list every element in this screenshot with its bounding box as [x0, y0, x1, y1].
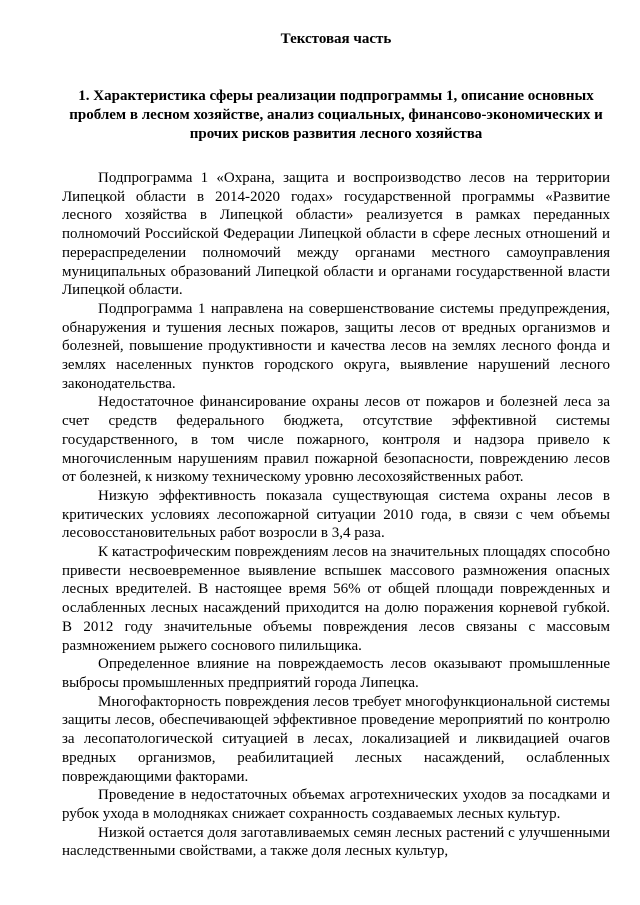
body-paragraph: Низкой остается доля заготавливаемых семян лесных растений с улучшенными наследственными свойствами, а также доля лесных культур, [62, 824, 610, 860]
body-paragraph: К катастрофическим повреждениям лесов на значительных площадях способно привести несвоевременное выявление вспышек массового размножения опасных лесных вредителей. В настоящее время 56% от общей площади поврежденных и ослабленных лесных насаждений приходится на долю поражения корневой губкой. В 2012 году значительные объемы повреждения лесов связаны с массовым размножением рыжего соснового пилильщика. [62, 544, 610, 654]
document-page [62, 30, 610, 861]
body-paragraph: Подпрограмма 1 направлена на совершенствование системы предупреждения, обнаружения и тушения лесных пожаров, защиты лесов от вредных организмов и болезней, повышение продуктивности и качества лесов на землях лесного фонда и землях населенных пунктов городского округа, выявление нарушений лесного законодательства. [62, 300, 610, 392]
document-title: Текстовая часть [280, 31, 392, 47]
body-paragraph: Проведение в недостаточных объемах агротехнических уходов за посадками и рубок ухода в молодняках снижает сохранность создаваемых лесных культур. [62, 787, 610, 822]
body-paragraph: Низкую эффективность показала существующая система охраны лесов в критических условиях лесопожарной ситуации 2010 года, в связи с чем объемы лесовосстановительных работ возросли в 3,4 раза. [62, 487, 610, 542]
document-body [62, 169, 610, 861]
body-paragraph: Недостаточное финансирование охраны лесов от пожаров и болезней леса за счет средств федерального бюджета, отсутствие эффективной системы государственного, в том числе пожарного, контроля и надзора привело к многочисленным нарушениям правил пожарной безопасности, повреждению лесов от болезней, к низкому техническому уровню лесохозяйственных работ. [62, 394, 610, 486]
body-paragraph: Определенное влияние на повреждаемость лесов оказывают промышленные выбросы промышленных предприятий города Липецка. [62, 656, 610, 691]
body-paragraph: Многофакторность повреждения лесов требует многофункциональной системы защиты лесов, обеспечивающей эффективное проведение мероприятий по контролю за лесопатологической ситуацией в лесах, локализацией и ликвидацией очагов вредных организмов, реабилитацией лесных насаждений, ослабленных повреждающими факторами. [62, 693, 610, 785]
section-heading: 1. Характеристика сферы реализации подпрограммы 1, описание основных проблем в лесном хозяйстве, анализ социальных, финансово-экономических и прочих рисков развития лесного хозяйства [69, 88, 603, 142]
body-paragraph: Подпрограмма 1 «Охрана, защита и воспроизводство лесов на территории Липецкой области в 2014-2020 годах» государственной программы «Развитие лесного хозяйства в Липецкой области» реализуется в рамках переданных полномочий Российской Федерации Липецкой области в сфере лесных отношений и перераспределении полномочий между органами местного самоуправления муниципальных образований Липецкой области и органами государственной власти Липецкой области. [62, 170, 610, 299]
